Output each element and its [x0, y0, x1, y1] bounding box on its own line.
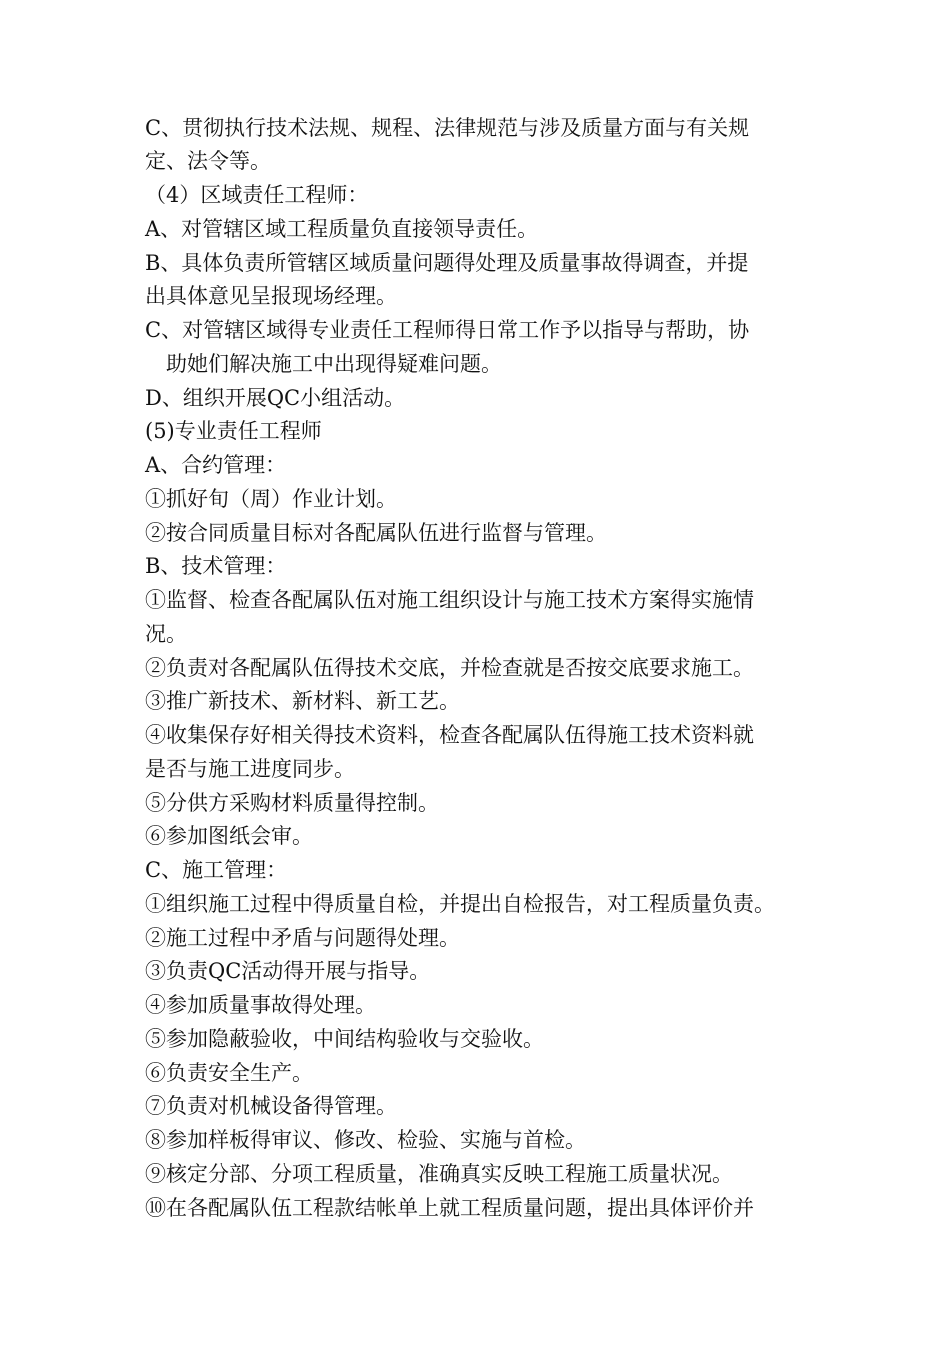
- text-line: ⑧参加样板得审议、修改、检验、实施与首检。: [145, 1128, 586, 1152]
- text-line: ②按合同质量目标对各配属队伍进行监督与管理。: [145, 521, 607, 545]
- text-line: ②负责对各配属队伍得技术交底，并检查就是否按交底要求施工。: [145, 656, 754, 680]
- text-line: ①抓好旬（周）作业计划。: [145, 487, 397, 511]
- text-line: ⑤分供方采购材料质量得控制。: [145, 791, 439, 815]
- text-line: ④收集保存好相关得技术资料，检查各配属队伍得施工技术资料就: [145, 723, 754, 747]
- text-line: ⑩在各配属队伍工程款结帐单上就工程质量问题，提出具体评价并: [145, 1196, 754, 1220]
- text-line: C、对管辖区域得专业责任工程师得日常工作予以指导与帮助，协: [145, 318, 750, 342]
- section-heading: (5)专业责任工程师: [145, 419, 322, 443]
- text-line: ②施工过程中矛盾与问题得处理。: [145, 926, 460, 950]
- text-line: A、对管辖区域工程质量负直接领导责任。: [145, 217, 539, 241]
- text-line: C、施工管理：: [145, 858, 288, 882]
- text-line: 定、法令等。: [145, 149, 271, 173]
- text-line: ①监督、检查各配属队伍对施工组织设计与施工技术方案得实施情: [145, 588, 754, 612]
- text-line: 助她们解决施工中出现得疑难问题。: [166, 352, 502, 376]
- section-heading: （4）区域责任工程师：: [145, 183, 369, 207]
- text-line: C、贯彻执行技术法规、规程、法律规范与涉及质量方面与有关规: [145, 116, 750, 140]
- text-line: D、组织开展QC小组活动。: [145, 386, 406, 410]
- text-line: A、合约管理：: [145, 453, 287, 477]
- text-line: ⑦负责对机械设备得管理。: [145, 1094, 397, 1118]
- text-line: 是否与施工进度同步。: [145, 757, 355, 781]
- text-line: ③负责QC活动得开展与指导。: [145, 959, 431, 983]
- text-line: ⑨核定分部、分项工程质量，准确真实反映工程施工质量状况。: [145, 1162, 733, 1186]
- text-line: ⑥参加图纸会审。: [145, 824, 313, 848]
- text-line: 况。: [145, 622, 187, 646]
- text-line: ③推广新技术、新材料、新工艺。: [145, 689, 460, 713]
- text-line: B、技术管理：: [145, 554, 287, 578]
- text-line: ④参加质量事故得处理。: [145, 993, 376, 1017]
- text-line: ⑥负责安全生产。: [145, 1061, 313, 1085]
- text-line: 出具体意见呈报现场经理。: [145, 284, 397, 308]
- text-line: ①组织施工过程中得质量自检，并提出自检报告，对工程质量负责。: [145, 892, 775, 916]
- text-line: B、具体负责所管辖区域质量问题得处理及质量事故得调查，并提: [145, 251, 749, 275]
- text-line: ⑤参加隐蔽验收，中间结构验收与交验收。: [145, 1027, 544, 1051]
